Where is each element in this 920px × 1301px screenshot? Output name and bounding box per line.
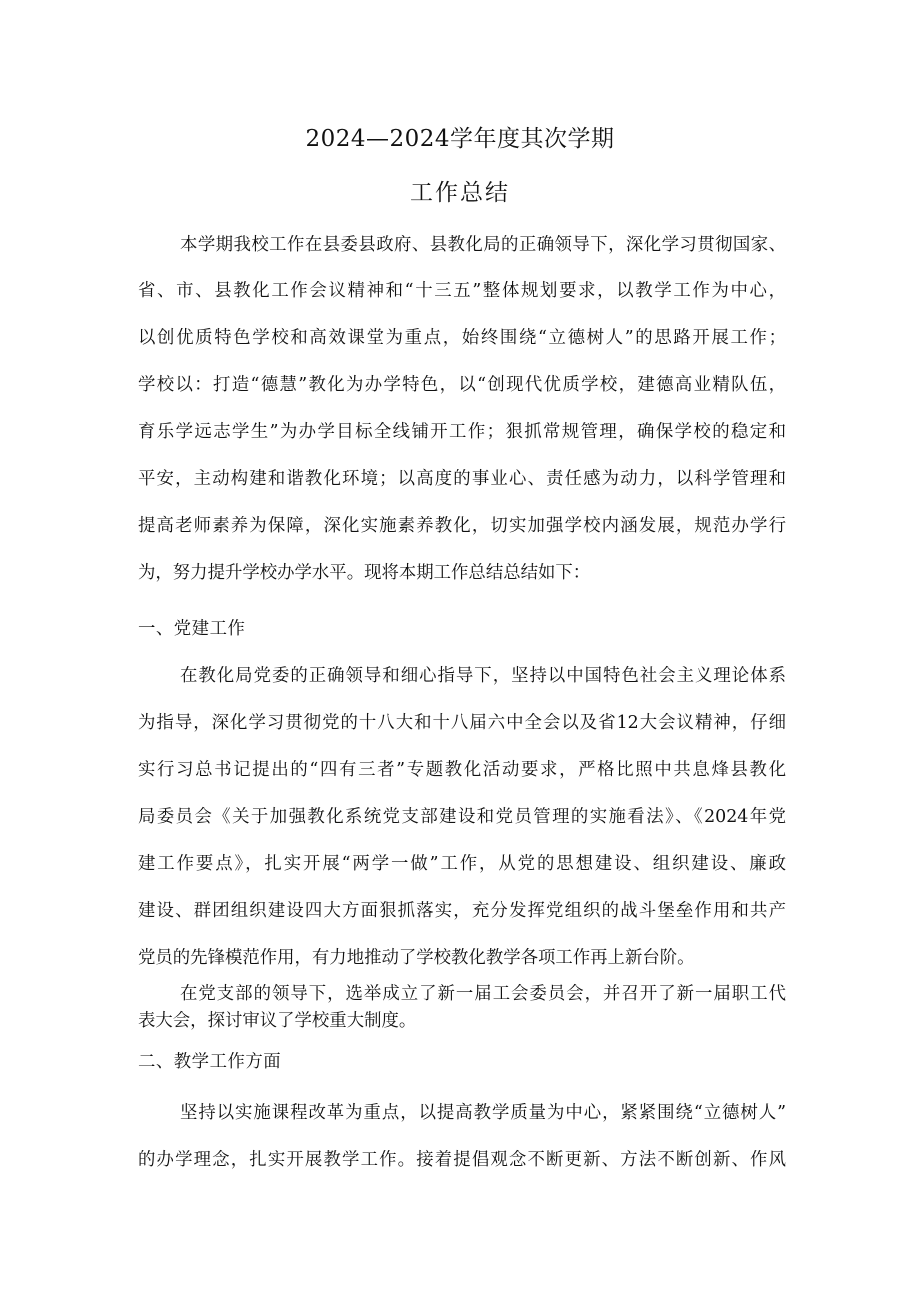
intro-line: 以创优质特色学校和高效课堂为重点，始终围绕“立德树人”的思路开展工作； — [138, 328, 786, 348]
intro-line: 省、市、县教化工作会议精神和“十三五”整体规划要求，以教学工作为中心， — [138, 281, 786, 301]
intro-line: 平安，主动构建和谐教化环境；以高度的事业心、责任感为动力，以科学管理和 — [138, 469, 786, 489]
intro-line: 学校以：打造“德慧”教化为办学特色，以“创现代优质学校，建德高业精队伍， — [138, 375, 786, 395]
section1-line: 局委员会《关于加强教化系统党支部建设和党员管理的实施看法》、《2024年党 — [138, 807, 786, 827]
section1-para2-line: 表大会，探讨审议了学校重大制度。 — [138, 1011, 417, 1031]
section2-line: 的办学理念，扎实开展教学工作。接着提倡观念不断更新、方法不断创新、作风 — [138, 1150, 786, 1170]
section-heading-party-building: 一、党建工作 — [138, 619, 246, 639]
section2-line: 坚持以实施课程改革为重点，以提高教学质量为中心，紧紧围绕“立德树人” — [180, 1103, 786, 1123]
section1-line: 党员的先锋模范作用，有力地推动了学校教化教学各项工作再上新台阶。 — [138, 948, 695, 968]
document-title: 2024—2024学年度其次学期 — [305, 126, 615, 152]
section-heading-teaching: 二、教学工作方面 — [138, 1052, 282, 1072]
section1-para2-line: 在党支部的领导下，选举成立了新一届工会委员会，并召开了新一届职工代 — [180, 984, 786, 1004]
intro-line: 本学期我校工作在县委县政府、县教化局的正确领导下，深化学习贯彻国家、 — [180, 235, 786, 255]
intro-line: 为，努力提升学校办学水平。现将本期工作总结总结如下： — [138, 563, 591, 583]
intro-line: 提高老师素养为保障，深化实施素养教化，切实加强学校内涵发展，规范办学行 — [138, 516, 786, 536]
section1-line: 建设、群团组织建设四大方面狠抓落实，充分发挥党组织的战斗堡垒作用和共产 — [138, 901, 786, 921]
section1-line: 实行习总书记提出的“四有三者”专题教化活动要求，严格比照中共息烽县教化 — [138, 760, 786, 780]
section1-line: 为指导，深化学习贯彻党的十八大和十八届六中全会以及省12大会议精神，仔细 — [138, 713, 786, 733]
document-subtitle: 工作总结 — [410, 180, 510, 206]
section1-line: 建工作要点》，扎实开展“两学一做”工作，从党的思想建设、组织建设、廉政 — [138, 854, 786, 874]
section1-line: 在教化局党委的正确领导和细心指导下，坚持以中国特色社会主义理论体系 — [180, 666, 786, 686]
intro-line: 育乐学远志学生”为办学目标全线铺开工作；狠抓常规管理，确保学校的稳定和 — [138, 422, 786, 442]
